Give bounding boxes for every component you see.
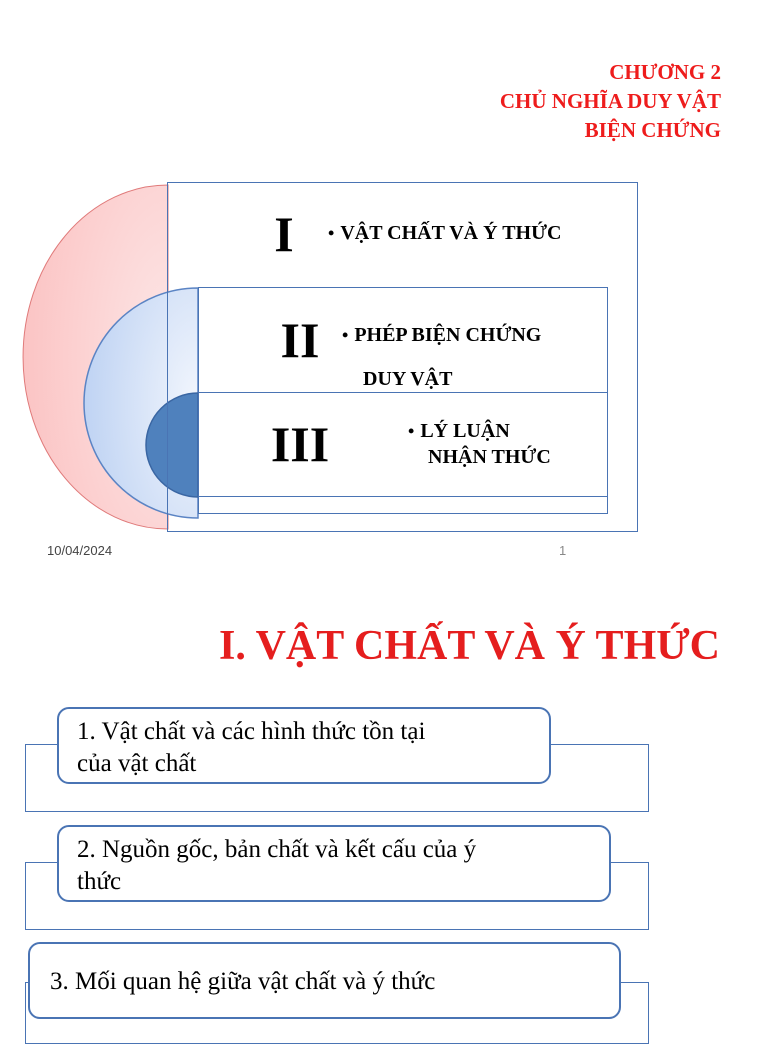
section-label-3-line2: NHẬN THỨC <box>428 446 551 468</box>
section-label-2-line1: PHÉP BIỆN CHỨNG <box>354 324 542 346</box>
chapter-title-line2: BIỆN CHỨNG <box>584 118 721 142</box>
item-1-line2: của vật chất <box>77 750 197 777</box>
section-item-1 <box>328 222 561 245</box>
slide-date: 10/04/2024 <box>47 543 113 558</box>
slide-page-number: 1 <box>559 543 567 558</box>
section-numeral-3: III <box>270 416 330 472</box>
item-3-line1: 3. Mối quan hệ giữa vật chất và ý thức <box>50 968 436 995</box>
list-item <box>57 825 611 902</box>
list-item <box>57 707 551 784</box>
chapter-title-line1: CHỦ NGHĨA DUY VẬT <box>499 89 721 113</box>
bullet-icon: • <box>408 421 415 441</box>
chapter-label: CHƯƠNG 2 <box>609 60 721 84</box>
list-item <box>28 942 621 1019</box>
bullet-icon: • <box>328 223 335 243</box>
section-label-3-line1: LÝ LUẬN <box>420 420 510 442</box>
item-1-line1: 1. Vật chất và các hình thức tồn tại <box>77 718 426 745</box>
bullet-icon: • <box>342 325 349 345</box>
section-item-3 <box>408 418 551 470</box>
section-label-1: VẬT CHẤT VÀ Ý THỨC <box>340 222 562 244</box>
section-numeral-2: II <box>280 312 320 368</box>
slide2-title: I. VẬT CHẤT VÀ Ý THỨC <box>218 623 720 669</box>
section-label-2-line2: DUY VẬT <box>363 368 453 390</box>
item-2-line2: thức <box>77 868 122 895</box>
item-2-line1: 2. Nguồn gốc, bản chất và kết cấu của ý <box>77 836 477 863</box>
section-numeral-1: I <box>274 206 294 262</box>
section-item-2 <box>342 313 541 401</box>
